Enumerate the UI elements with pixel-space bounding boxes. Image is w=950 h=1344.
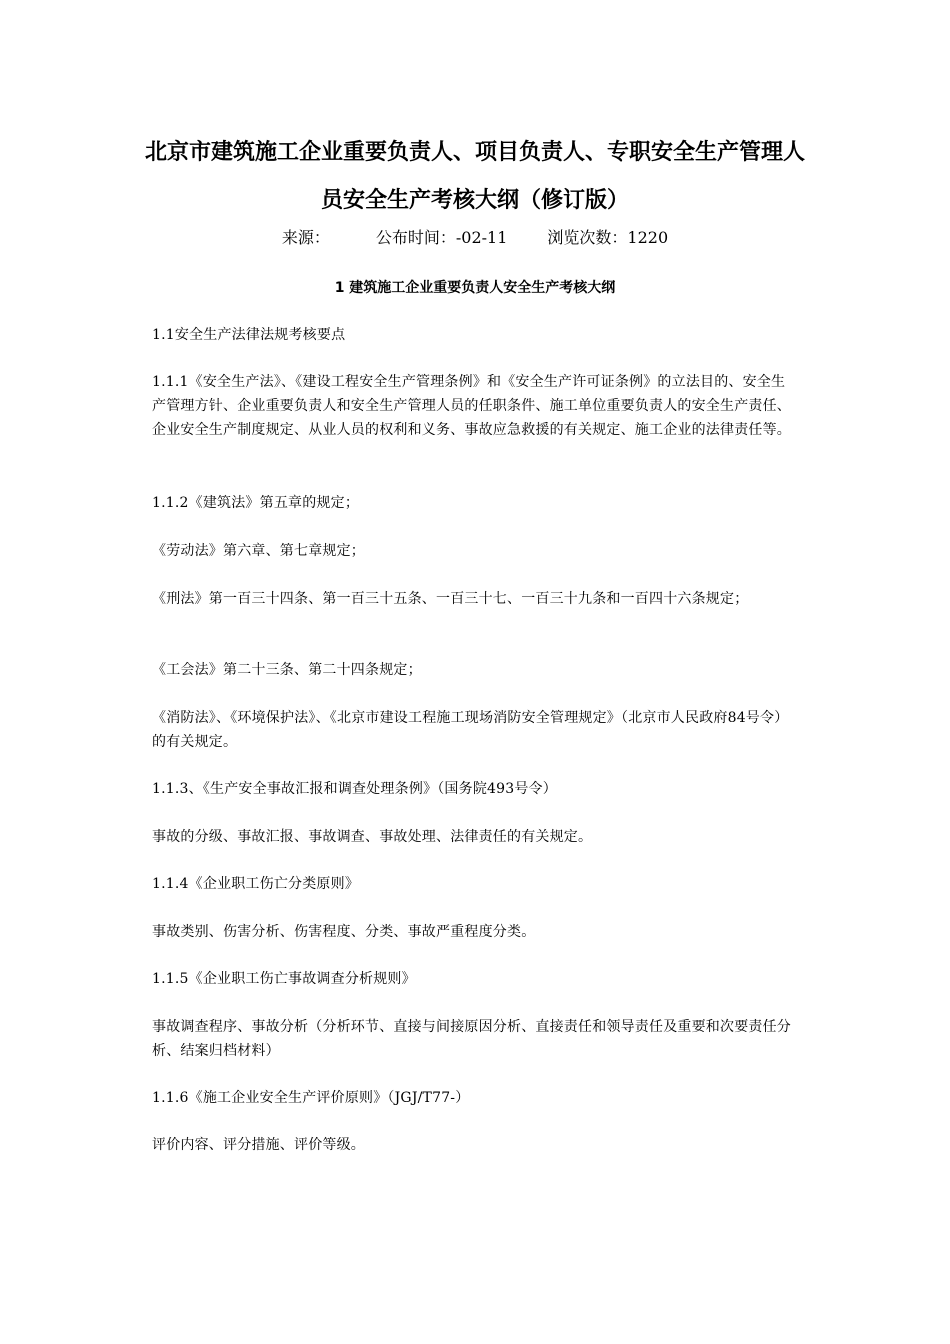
paragraph: 1.1.4《企业职工伤亡分类原则》 — [152, 876, 360, 892]
paragraph: 1.1安全生产法律法规考核要点 — [152, 327, 346, 343]
paragraph: 1.1.5《企业职工伤亡事故调查分析规则》 — [152, 971, 416, 987]
paragraph: 事故调查程序、事故分析（分析环节、直接与间接原因分析、直接责任和领导责任及重要和次要责任分析、结案归档材料） — [152, 1019, 791, 1059]
meta-view-count: 浏览次数：1220 — [547, 228, 669, 247]
document-meta — [120, 226, 830, 250]
paragraph: 事故的分级、事故汇报、事故调查、事故处理、法律责任的有关规定。 — [152, 829, 593, 845]
paragraph: 事故类别、伤害分析、伤害程度、分类、事故严重程度分类。 — [152, 924, 536, 940]
paragraph: 1.1.6《施工企业安全生产评价原则》（JGJ/T77-） — [152, 1090, 470, 1106]
paragraph: 1.1.3、《生产安全事故汇报和调查处理条例》（国务院493号令） — [152, 781, 557, 797]
meta-publish-date: 公布时间：-02-11 — [375, 228, 508, 247]
paragraph: 《劳动法》第六章、第七章规定； — [152, 543, 365, 559]
paragraph: 《刑法》第一百三十四条、第一百三十五条、一百三十七、一百三十九条和一百四十六条规定； — [152, 591, 749, 607]
paragraph: 评价内容、评分措施、评价等级。 — [152, 1137, 365, 1153]
meta-source: 来源： — [281, 228, 330, 247]
section-title: 1 建筑施工企业重要负责人安全生产考核大纲 — [334, 280, 616, 296]
paragraph: 1.1.2《建筑法》第五章的规定； — [152, 495, 360, 511]
paragraph: 《消防法》、《环境保护法》、《北京市建设工程施工现场消防安全管理规定》（北京市人民政府84号令）的有关规定。 — [152, 710, 789, 750]
paragraph: 1.1.1《安全生产法》、《建设工程安全生产管理条例》和《安全生产许可证条例》的立法目的、安全生产管理方针、企业重要负责人和安全生产管理人员的任职条件、施工单位重要负责人的安全生产责任、企业安全生产制度规定、从业人员的权利和义务、事故应急救援的有关规定、施工企业的法律责任等。 — [152, 374, 791, 438]
document-title-line-1: 北京市建筑施工企业重要负责人、项目负责人、专职安全生产管理人 — [144, 140, 805, 165]
document-title-line-2: 员安全生产考核大纲（修订版） — [320, 188, 629, 213]
paragraph: 《工会法》第二十三条、第二十四条规定； — [152, 662, 422, 678]
